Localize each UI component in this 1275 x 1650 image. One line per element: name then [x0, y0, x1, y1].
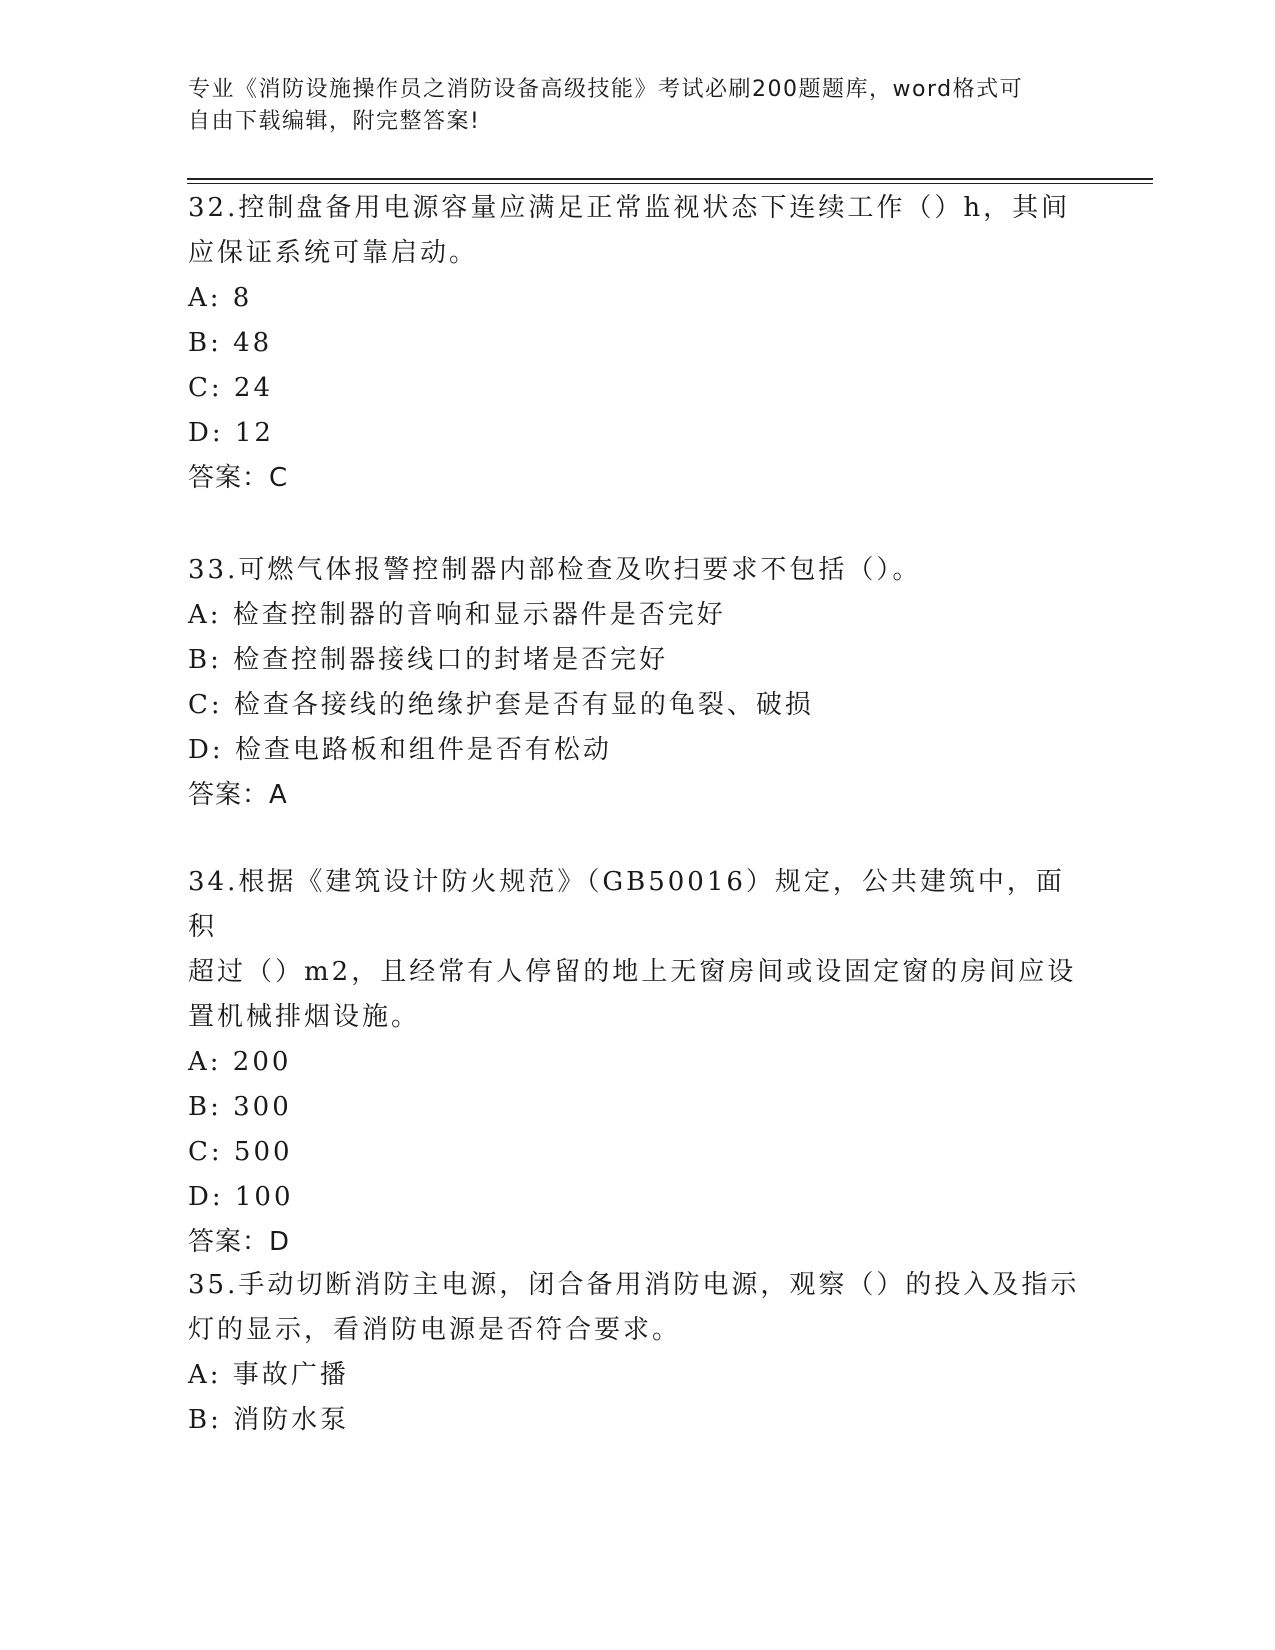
- answer: 答案：C: [188, 463, 289, 493]
- question-stem-line: 灯的显示，看消防电源是否符合要求。: [188, 1315, 682, 1345]
- question-34: [188, 860, 1088, 1265]
- option-b: B: 48: [188, 328, 273, 358]
- question-32: [188, 186, 1088, 501]
- header-divider-thick: [187, 178, 1153, 180]
- option-d: D: 12: [188, 418, 274, 448]
- question-stem: [188, 860, 1088, 1040]
- header-divider-thin: [187, 183, 1153, 184]
- question-stem-line: 32.控制盘备用电源容量应满足正常监视状态下连续工作（）h，其间: [188, 193, 1071, 223]
- option-a: A: 8: [188, 283, 253, 313]
- option-a: A: 检查控制器的音响和显示器件是否完好: [188, 600, 726, 630]
- option-a: A: 200: [188, 1047, 292, 1077]
- header-line-1: 专业《消防设施操作员之消防设备高级技能》考试必刷200题题库，word格式可: [188, 77, 1024, 102]
- option-c: C: 检查各接线的绝缘护套是否有显的龟裂、破损: [188, 690, 814, 720]
- option-a: A: 事故广播: [188, 1360, 349, 1390]
- question-stem-line: 35.手动切断消防主电源，闭合备用消防电源，观察（）的投入及指示: [188, 1270, 1080, 1300]
- question-stem-line: 33.可燃气体报警控制器内部检查及吹扫要求不包括（）。: [188, 555, 922, 585]
- option-d: D: 检查电路板和组件是否有松动: [188, 735, 612, 765]
- answer: 答案：A: [188, 780, 288, 810]
- document-header: [188, 74, 1068, 138]
- question-35: [188, 1263, 1088, 1443]
- option-c: C: 24: [188, 373, 274, 403]
- option-b: B: 300: [188, 1092, 292, 1122]
- header-line-2: 自由下载编辑，附完整答案!: [188, 109, 481, 134]
- question-stem: [188, 548, 1088, 593]
- option-c: C: 500: [188, 1137, 293, 1167]
- option-d: D: 100: [188, 1182, 294, 1212]
- question-stem-line: 超过（）m2，且经常有人停留的地上无窗房间或设固定窗的房间应设: [188, 957, 1077, 987]
- question-stem-line: 置机械排烟设施。: [188, 1002, 421, 1032]
- question-33: [188, 548, 1088, 818]
- question-stem: [188, 186, 1088, 276]
- option-b: B: 检查控制器接线口的封堵是否完好: [188, 645, 669, 675]
- answer: 答案：D: [188, 1227, 291, 1257]
- question-stem-line: 34.根据《建筑设计防火规范》（GB50016）规定，公共建筑中，面积: [188, 867, 1065, 942]
- option-b: B: 消防水泵: [188, 1405, 350, 1435]
- question-stem-line: 应保证系统可靠启动。: [188, 238, 479, 268]
- question-stem: [188, 1263, 1088, 1353]
